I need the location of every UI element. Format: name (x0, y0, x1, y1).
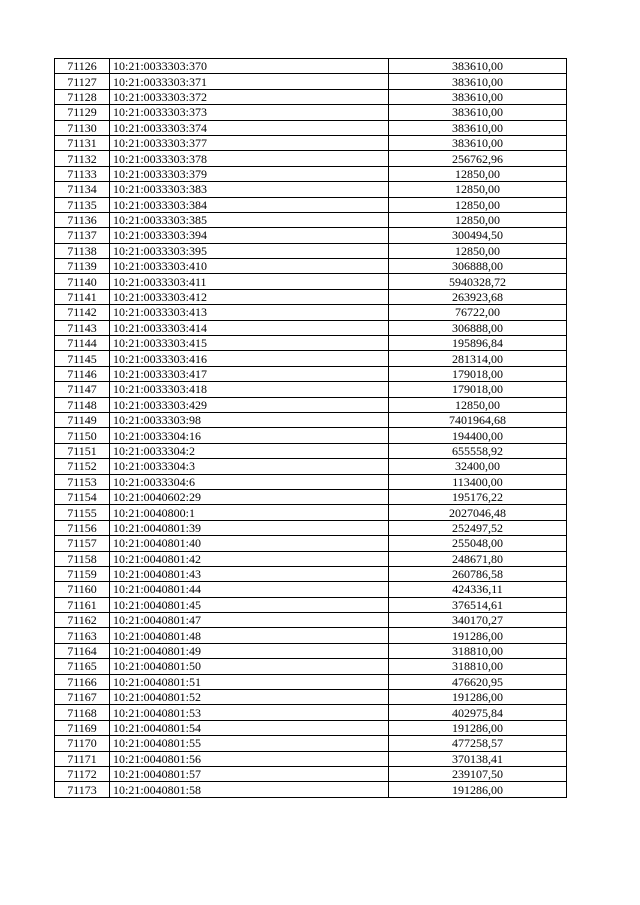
cadastral-number: 10:21:0040801:43 (110, 566, 389, 581)
cadastral-value: 5940328,72 (389, 274, 567, 289)
table-row (55, 428, 567, 443)
cadastral-value: 256762,96 (389, 151, 567, 166)
cadastral-value: 255048,00 (389, 536, 567, 551)
cadastral-value: 195176,22 (389, 489, 567, 504)
cadastral-number: 10:21:0033303:378 (110, 151, 389, 166)
row-number: 71129 (55, 105, 110, 120)
cadastral-number: 10:21:0040801:47 (110, 613, 389, 628)
table-row (55, 259, 567, 274)
table-row (55, 197, 567, 212)
cadastral-number: 10:21:0040801:44 (110, 582, 389, 597)
table-row (55, 366, 567, 381)
row-number: 71173 (55, 782, 110, 797)
row-number: 71164 (55, 643, 110, 658)
cadastral-value: 477258,57 (389, 736, 567, 751)
row-number: 71157 (55, 536, 110, 551)
table-row (55, 659, 567, 674)
cadastral-value: 2027046,48 (389, 505, 567, 520)
cadastral-number: 10:21:0033304:6 (110, 474, 389, 489)
table-row (55, 597, 567, 612)
cadastral-value: 113400,00 (389, 474, 567, 489)
cadastral-value: 12850,00 (389, 197, 567, 212)
cadastral-number: 10:21:0033304:3 (110, 459, 389, 474)
row-number: 71127 (55, 74, 110, 89)
row-number: 71146 (55, 366, 110, 381)
cadastral-number: 10:21:0033303:385 (110, 212, 389, 227)
row-number: 71156 (55, 520, 110, 535)
table-row (55, 212, 567, 227)
cadastral-number: 10:21:0040801:56 (110, 751, 389, 766)
row-number: 71135 (55, 197, 110, 212)
cadastral-number: 10:21:0040801:48 (110, 628, 389, 643)
cadastral-number: 10:21:0033303:377 (110, 135, 389, 150)
table-row (55, 736, 567, 751)
cadastral-value: 318810,00 (389, 643, 567, 658)
cadastral-value: 370138,41 (389, 751, 567, 766)
cadastral-value: 318810,00 (389, 659, 567, 674)
table-row (55, 151, 567, 166)
cadastral-number: 10:21:0033303:384 (110, 197, 389, 212)
cadastral-number: 10:21:0040801:49 (110, 643, 389, 658)
cadastral-number: 10:21:0033303:416 (110, 351, 389, 366)
cadastral-value-table (54, 58, 567, 798)
cadastral-number: 10:21:0040801:52 (110, 690, 389, 705)
cadastral-value: 281314,00 (389, 351, 567, 366)
cadastral-number: 10:21:0033303:415 (110, 336, 389, 351)
row-number: 71158 (55, 551, 110, 566)
row-number: 71128 (55, 89, 110, 104)
table-row (55, 74, 567, 89)
row-number: 71168 (55, 705, 110, 720)
table-row (55, 643, 567, 658)
row-number: 71162 (55, 613, 110, 628)
table-row (55, 582, 567, 597)
cadastral-value: 7401964,68 (389, 412, 567, 427)
row-number: 71159 (55, 566, 110, 581)
row-number: 71171 (55, 751, 110, 766)
cadastral-value: 191286,00 (389, 690, 567, 705)
row-number: 71144 (55, 336, 110, 351)
row-number: 71167 (55, 690, 110, 705)
cadastral-number: 10:21:0040801:40 (110, 536, 389, 551)
row-number: 71151 (55, 443, 110, 458)
row-number: 71126 (55, 59, 110, 74)
cadastral-value: 383610,00 (389, 59, 567, 74)
table-row (55, 720, 567, 735)
cadastral-value: 195896,84 (389, 336, 567, 351)
cadastral-number: 10:21:0033303:411 (110, 274, 389, 289)
table-row (55, 305, 567, 320)
row-number: 71152 (55, 459, 110, 474)
cadastral-value: 32400,00 (389, 459, 567, 474)
table-row (55, 89, 567, 104)
table-row (55, 182, 567, 197)
cadastral-value: 306888,00 (389, 320, 567, 335)
row-number: 71147 (55, 382, 110, 397)
cadastral-number: 10:21:0033303:370 (110, 59, 389, 74)
row-number: 71150 (55, 428, 110, 443)
table-row (55, 135, 567, 150)
cadastral-value: 252497,52 (389, 520, 567, 535)
table-row (55, 105, 567, 120)
cadastral-value: 383610,00 (389, 120, 567, 135)
row-number: 71155 (55, 505, 110, 520)
table-row (55, 274, 567, 289)
table-row (55, 489, 567, 504)
cadastral-number: 10:21:0033303:418 (110, 382, 389, 397)
cadastral-number: 10:21:0033304:16 (110, 428, 389, 443)
cadastral-value: 191286,00 (389, 628, 567, 643)
cadastral-number: 10:21:0033303:414 (110, 320, 389, 335)
cadastral-number: 10:21:0033303:374 (110, 120, 389, 135)
table-row (55, 336, 567, 351)
table-row (55, 674, 567, 689)
cadastral-number: 10:21:0033303:371 (110, 74, 389, 89)
table-row (55, 474, 567, 489)
cadastral-number: 10:21:0033303:413 (110, 305, 389, 320)
row-number: 71137 (55, 228, 110, 243)
row-number: 71148 (55, 397, 110, 412)
cadastral-number: 10:21:0033303:98 (110, 412, 389, 427)
cadastral-number: 10:21:0033303:410 (110, 259, 389, 274)
cadastral-number: 10:21:0040801:54 (110, 720, 389, 735)
cadastral-value: 383610,00 (389, 74, 567, 89)
row-number: 71169 (55, 720, 110, 735)
cadastral-value: 424336,11 (389, 582, 567, 597)
row-number: 71160 (55, 582, 110, 597)
table-row (55, 628, 567, 643)
table-row (55, 551, 567, 566)
table-row (55, 536, 567, 551)
cadastral-value: 383610,00 (389, 105, 567, 120)
table-row (55, 289, 567, 304)
row-number: 71142 (55, 305, 110, 320)
cadastral-value: 239107,50 (389, 766, 567, 781)
table-row (55, 59, 567, 74)
cadastral-number: 10:21:0040801:53 (110, 705, 389, 720)
cadastral-value: 263923,68 (389, 289, 567, 304)
cadastral-value: 402975,84 (389, 705, 567, 720)
table-row (55, 228, 567, 243)
row-number: 71153 (55, 474, 110, 489)
table-row (55, 412, 567, 427)
cadastral-number: 10:21:0040801:42 (110, 551, 389, 566)
table-row (55, 320, 567, 335)
table-row (55, 459, 567, 474)
cadastral-number: 10:21:0040602:29 (110, 489, 389, 504)
row-number: 71139 (55, 259, 110, 274)
cadastral-number: 10:21:0033303:412 (110, 289, 389, 304)
cadastral-value: 306888,00 (389, 259, 567, 274)
cadastral-number: 10:21:0033303:383 (110, 182, 389, 197)
cadastral-value: 12850,00 (389, 243, 567, 258)
table-row (55, 782, 567, 797)
table-row (55, 690, 567, 705)
cadastral-value: 179018,00 (389, 382, 567, 397)
row-number: 71170 (55, 736, 110, 751)
row-number: 71149 (55, 412, 110, 427)
cadastral-value: 248671,80 (389, 551, 567, 566)
table-row (55, 382, 567, 397)
table-row (55, 613, 567, 628)
cadastral-number: 10:21:0040801:39 (110, 520, 389, 535)
table-row (55, 351, 567, 366)
cadastral-number: 10:21:0040800:1 (110, 505, 389, 520)
cadastral-value: 383610,00 (389, 89, 567, 104)
cadastral-value: 12850,00 (389, 182, 567, 197)
cadastral-value: 340170,27 (389, 613, 567, 628)
table-body (55, 59, 567, 798)
row-number: 71166 (55, 674, 110, 689)
table-row (55, 766, 567, 781)
cadastral-value: 12850,00 (389, 166, 567, 181)
cadastral-number: 10:21:0033303:379 (110, 166, 389, 181)
table-row (55, 751, 567, 766)
row-number: 71138 (55, 243, 110, 258)
row-number: 71145 (55, 351, 110, 366)
row-number: 71136 (55, 212, 110, 227)
row-number: 71172 (55, 766, 110, 781)
cadastral-value: 191286,00 (389, 720, 567, 735)
cadastral-number: 10:21:0040801:50 (110, 659, 389, 674)
cadastral-number: 10:21:0033303:394 (110, 228, 389, 243)
cadastral-number: 10:21:0033303:417 (110, 366, 389, 381)
row-number: 71140 (55, 274, 110, 289)
cadastral-value: 12850,00 (389, 397, 567, 412)
cadastral-number: 10:21:0040801:45 (110, 597, 389, 612)
cadastral-number: 10:21:0040801:51 (110, 674, 389, 689)
cadastral-value: 76722,00 (389, 305, 567, 320)
row-number: 71131 (55, 135, 110, 150)
cadastral-value: 179018,00 (389, 366, 567, 381)
table-row (55, 120, 567, 135)
cadastral-number: 10:21:0040801:57 (110, 766, 389, 781)
table-row (55, 705, 567, 720)
cadastral-number: 10:21:0033303:429 (110, 397, 389, 412)
table-row (55, 505, 567, 520)
cadastral-number: 10:21:0040801:55 (110, 736, 389, 751)
row-number: 71154 (55, 489, 110, 504)
cadastral-value: 12850,00 (389, 212, 567, 227)
table-row (55, 243, 567, 258)
cadastral-value: 260786,58 (389, 566, 567, 581)
cadastral-value: 476620,95 (389, 674, 567, 689)
cadastral-number: 10:21:0033303:372 (110, 89, 389, 104)
table-row (55, 397, 567, 412)
cadastral-value: 383610,00 (389, 135, 567, 150)
row-number: 71133 (55, 166, 110, 181)
row-number: 71132 (55, 151, 110, 166)
cadastral-number: 10:21:0033303:395 (110, 243, 389, 258)
row-number: 71134 (55, 182, 110, 197)
row-number: 71130 (55, 120, 110, 135)
table-row (55, 443, 567, 458)
cadastral-value: 376514,61 (389, 597, 567, 612)
cadastral-number: 10:21:0033304:2 (110, 443, 389, 458)
table-row (55, 520, 567, 535)
cadastral-value: 655558,92 (389, 443, 567, 458)
cadastral-number: 10:21:0040801:58 (110, 782, 389, 797)
row-number: 71165 (55, 659, 110, 674)
table-row (55, 166, 567, 181)
cadastral-value: 300494,50 (389, 228, 567, 243)
cadastral-number: 10:21:0033303:373 (110, 105, 389, 120)
row-number: 71143 (55, 320, 110, 335)
row-number: 71163 (55, 628, 110, 643)
cadastral-value: 191286,00 (389, 782, 567, 797)
cadastral-value: 194400,00 (389, 428, 567, 443)
row-number: 71141 (55, 289, 110, 304)
row-number: 71161 (55, 597, 110, 612)
table-row (55, 566, 567, 581)
